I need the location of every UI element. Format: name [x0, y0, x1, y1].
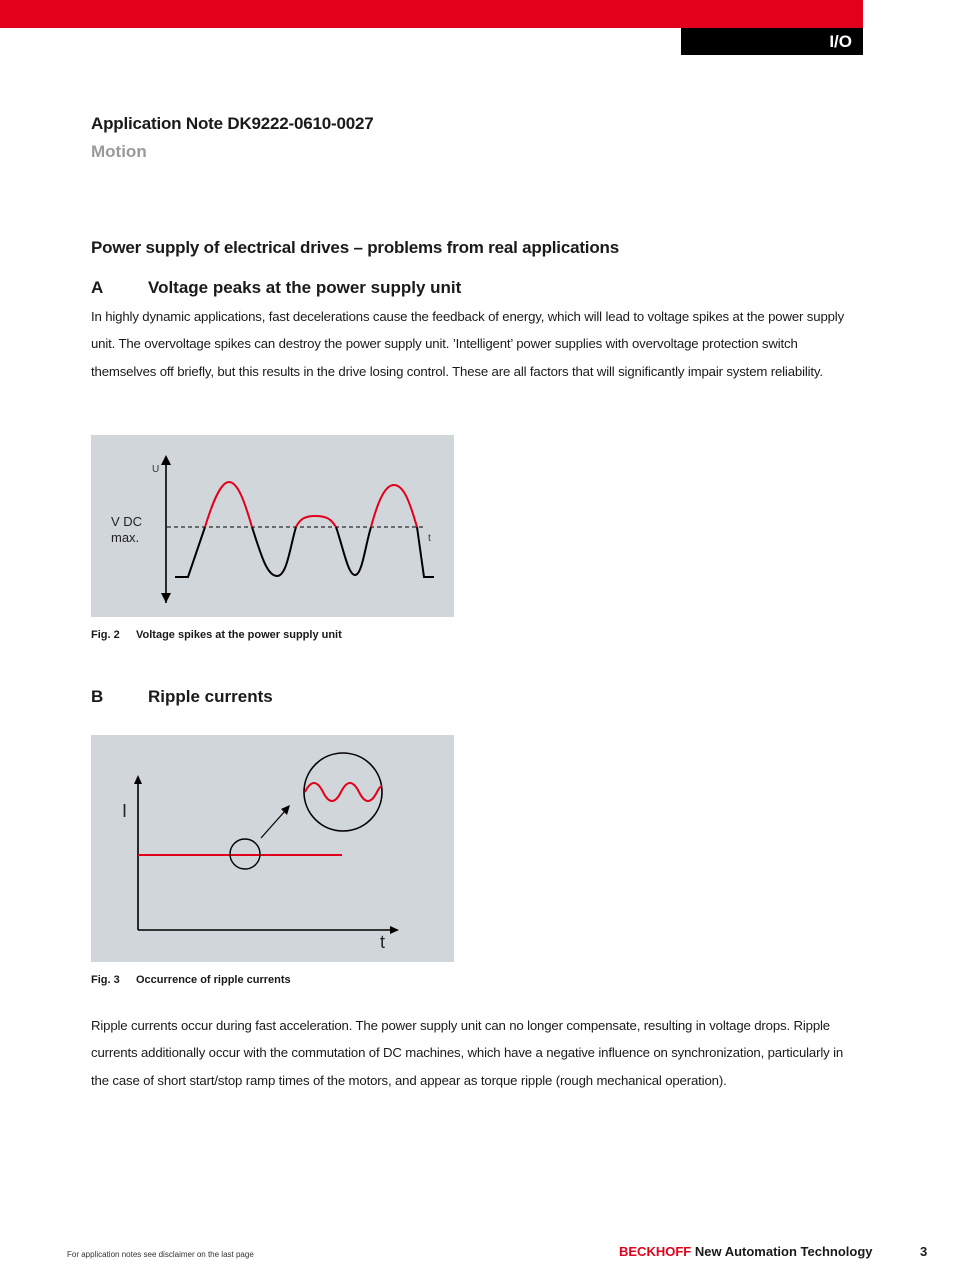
brand-tagline: New Automation Technology: [694, 1244, 873, 1259]
voltage-axis-arrow-bottom: [161, 593, 171, 603]
footer-disclaimer: For application notes see disclaimer on the last page: [67, 1250, 254, 1259]
section-tag: I/O: [681, 28, 863, 55]
section-b-title: Ripple currents: [148, 687, 273, 706]
document-title: Application Note DK9222-0610-0027: [91, 114, 374, 133]
figure-2-caption-text: Voltage spikes at the power supply unit: [136, 629, 342, 641]
section-a-paragraph: In highly dynamic applications, fast decelerations cause the feedback of energy, which will lead to voltage spikes at the power supply unit. The overvoltage spikes can destroy the power supply unit. ’Intelligent’ power supplies with overvoltage protection switch themselves off briefly, but this results in the drive losing control. These are all factors that will significantly impair system reliability.: [91, 309, 845, 379]
document-subtitle: Motion: [91, 142, 147, 161]
time-axis-arrow: [390, 926, 399, 934]
vdc-label-line1: V DC: [111, 514, 143, 529]
voltage-spike-3: [371, 485, 417, 527]
voltage-curve-segment-3: [336, 527, 371, 575]
figure-2-diagram: [91, 435, 454, 617]
section-b-letter: B: [91, 687, 104, 706]
figure-3-caption-number: Fig. 3: [91, 974, 120, 986]
vdc-label-line2: max.: [111, 530, 140, 545]
voltage-curve-segment-1: [175, 527, 205, 577]
voltage-spike-1: [205, 482, 252, 527]
voltage-axis-label: U: [152, 464, 160, 475]
zoom-pointer-line: [261, 811, 285, 838]
ripple-zoom-circle: [304, 753, 382, 831]
page-number: 3: [920, 1244, 928, 1259]
time-axis-label: t: [380, 932, 386, 952]
voltage-spike-2: [296, 516, 336, 527]
section-a-title: Voltage peaks at the power supply unit: [148, 278, 462, 297]
time-axis-label: t: [428, 533, 431, 544]
ripple-waveform: [305, 783, 382, 801]
footer-brand: [619, 1244, 873, 1259]
figure-2-voltage-spikes: [91, 435, 454, 617]
closing-paragraph: Ripple currents occur during fast acceleration. The power supply unit can no longer compensate, resulting in voltage drops. Ripple currents additionally occur with the commutation of DC machines, which have a negative influence on synchronization, particularly in the case of short start/stop ramp times of the motors, and appear as torque ripple (rough mechanical operation).: [91, 1018, 844, 1088]
top-brand-bar: [0, 0, 863, 28]
voltage-axis-arrow-top: [161, 455, 171, 465]
figure-3-diagram: [91, 735, 454, 962]
voltage-curve-segment-4: [417, 527, 434, 577]
beckhoff-logo: BECKHOFF: [619, 1244, 692, 1259]
section-a-letter: A: [91, 278, 104, 297]
figure-3-caption-text: Occurrence of ripple currents: [136, 974, 291, 986]
figure-2-caption-number: Fig. 2: [91, 629, 120, 641]
figure-3-ripple-currents: [91, 735, 454, 962]
voltage-curve-segment-2: [252, 527, 296, 576]
current-axis-label: I: [122, 801, 128, 821]
main-heading: Power supply of electrical drives – problems from real applications: [91, 238, 619, 257]
current-axis-arrow: [134, 775, 142, 784]
